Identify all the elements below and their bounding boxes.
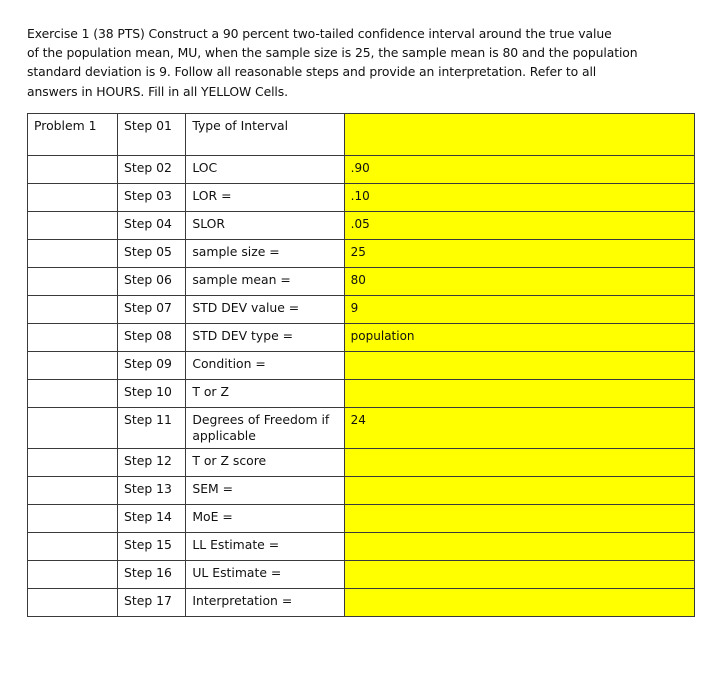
answer-cell[interactable]: 9 — [344, 296, 694, 324]
step-label: Step 14 — [118, 505, 186, 533]
table-row — [28, 156, 695, 184]
table-row — [28, 268, 695, 296]
answer-cell[interactable]: 80 — [344, 268, 694, 296]
table-row — [28, 477, 695, 505]
empty-cell — [28, 408, 118, 449]
step-label: Step 08 — [118, 324, 186, 352]
step-label: Step 16 — [118, 561, 186, 589]
empty-cell — [28, 589, 118, 617]
table-row — [28, 324, 695, 352]
step-label: Step 05 — [118, 240, 186, 268]
empty-cell — [28, 268, 118, 296]
instruction-line: Exercise 1 (38 PTS) Construct a 90 percent two-tailed confidence interval around the true value — [27, 26, 612, 41]
step-label: Step 15 — [118, 533, 186, 561]
table-row — [28, 212, 695, 240]
step-item: STD DEV type = — [186, 324, 344, 352]
step-item: Interpretation = — [186, 589, 344, 617]
step-item: SLOR — [186, 212, 344, 240]
answer-cell[interactable] — [344, 477, 694, 505]
step-label: Step 01 — [118, 114, 186, 156]
table-row — [28, 505, 695, 533]
step-label: Step 11 — [118, 408, 186, 449]
step-item: sample mean = — [186, 268, 344, 296]
table-row — [28, 352, 695, 380]
table-row — [28, 296, 695, 324]
table-row — [28, 114, 695, 156]
step-item: LL Estimate = — [186, 533, 344, 561]
empty-cell — [28, 505, 118, 533]
step-item: LOC — [186, 156, 344, 184]
table-row — [28, 240, 695, 268]
table-row — [28, 533, 695, 561]
step-label: Step 12 — [118, 449, 186, 477]
step-item: Degrees of Freedom if applicable — [186, 408, 344, 449]
empty-cell — [28, 296, 118, 324]
table-row — [28, 561, 695, 589]
instruction-line: of the population mean, MU, when the sample size is 25, the sample mean is 80 and the population — [27, 45, 638, 61]
step-label: Step 04 — [118, 212, 186, 240]
answer-cell[interactable] — [344, 589, 694, 617]
empty-cell — [28, 561, 118, 589]
step-label: Step 03 — [118, 184, 186, 212]
answer-cell[interactable] — [344, 114, 694, 156]
empty-cell — [28, 533, 118, 561]
empty-cell — [28, 352, 118, 380]
answer-cell[interactable] — [344, 533, 694, 561]
empty-cell — [28, 240, 118, 268]
empty-cell — [28, 380, 118, 408]
empty-cell — [28, 212, 118, 240]
step-item: MoE = — [186, 505, 344, 533]
step-label: Step 06 — [118, 268, 186, 296]
confidence-interval-worksheet — [27, 113, 695, 617]
exercise-instructions — [27, 24, 667, 101]
empty-cell — [28, 477, 118, 505]
table-row — [28, 184, 695, 212]
step-item: T or Z — [186, 380, 344, 408]
step-item: Condition = — [186, 352, 344, 380]
step-label: Step 09 — [118, 352, 186, 380]
answer-cell[interactable] — [344, 505, 694, 533]
problem-label: Problem 1 — [28, 114, 118, 156]
table-row — [28, 380, 695, 408]
table-row — [28, 589, 695, 617]
step-item: UL Estimate = — [186, 561, 344, 589]
table-row — [28, 449, 695, 477]
answer-cell[interactable]: population — [344, 324, 694, 352]
answer-cell[interactable]: .10 — [344, 184, 694, 212]
step-item: SEM = — [186, 477, 344, 505]
answer-cell[interactable] — [344, 449, 694, 477]
empty-cell — [28, 324, 118, 352]
step-item: STD DEV value = — [186, 296, 344, 324]
step-item: sample size = — [186, 240, 344, 268]
step-item: Type of Interval — [186, 114, 344, 156]
answer-cell[interactable]: .90 — [344, 156, 694, 184]
step-label: Step 13 — [118, 477, 186, 505]
instruction-line: standard deviation is 9. Follow all reasonable steps and provide an interpretation. Refer to all — [27, 64, 597, 80]
answer-cell[interactable]: 25 — [344, 240, 694, 268]
table-row — [28, 408, 695, 449]
step-label: Step 07 — [118, 296, 186, 324]
empty-cell — [28, 184, 118, 212]
empty-cell — [28, 156, 118, 184]
answer-cell[interactable]: .05 — [344, 212, 694, 240]
step-label: Step 17 — [118, 589, 186, 617]
step-label: Step 10 — [118, 380, 186, 408]
step-item: LOR = — [186, 184, 344, 212]
answer-cell[interactable]: 24 — [344, 408, 694, 449]
step-label: Step 02 — [118, 156, 186, 184]
answer-cell[interactable] — [344, 380, 694, 408]
answer-cell[interactable] — [344, 352, 694, 380]
step-item: T or Z score — [186, 449, 344, 477]
instruction-line: answers in HOURS. Fill in all YELLOW Cells. — [27, 83, 288, 99]
empty-cell — [28, 449, 118, 477]
answer-cell[interactable] — [344, 561, 694, 589]
